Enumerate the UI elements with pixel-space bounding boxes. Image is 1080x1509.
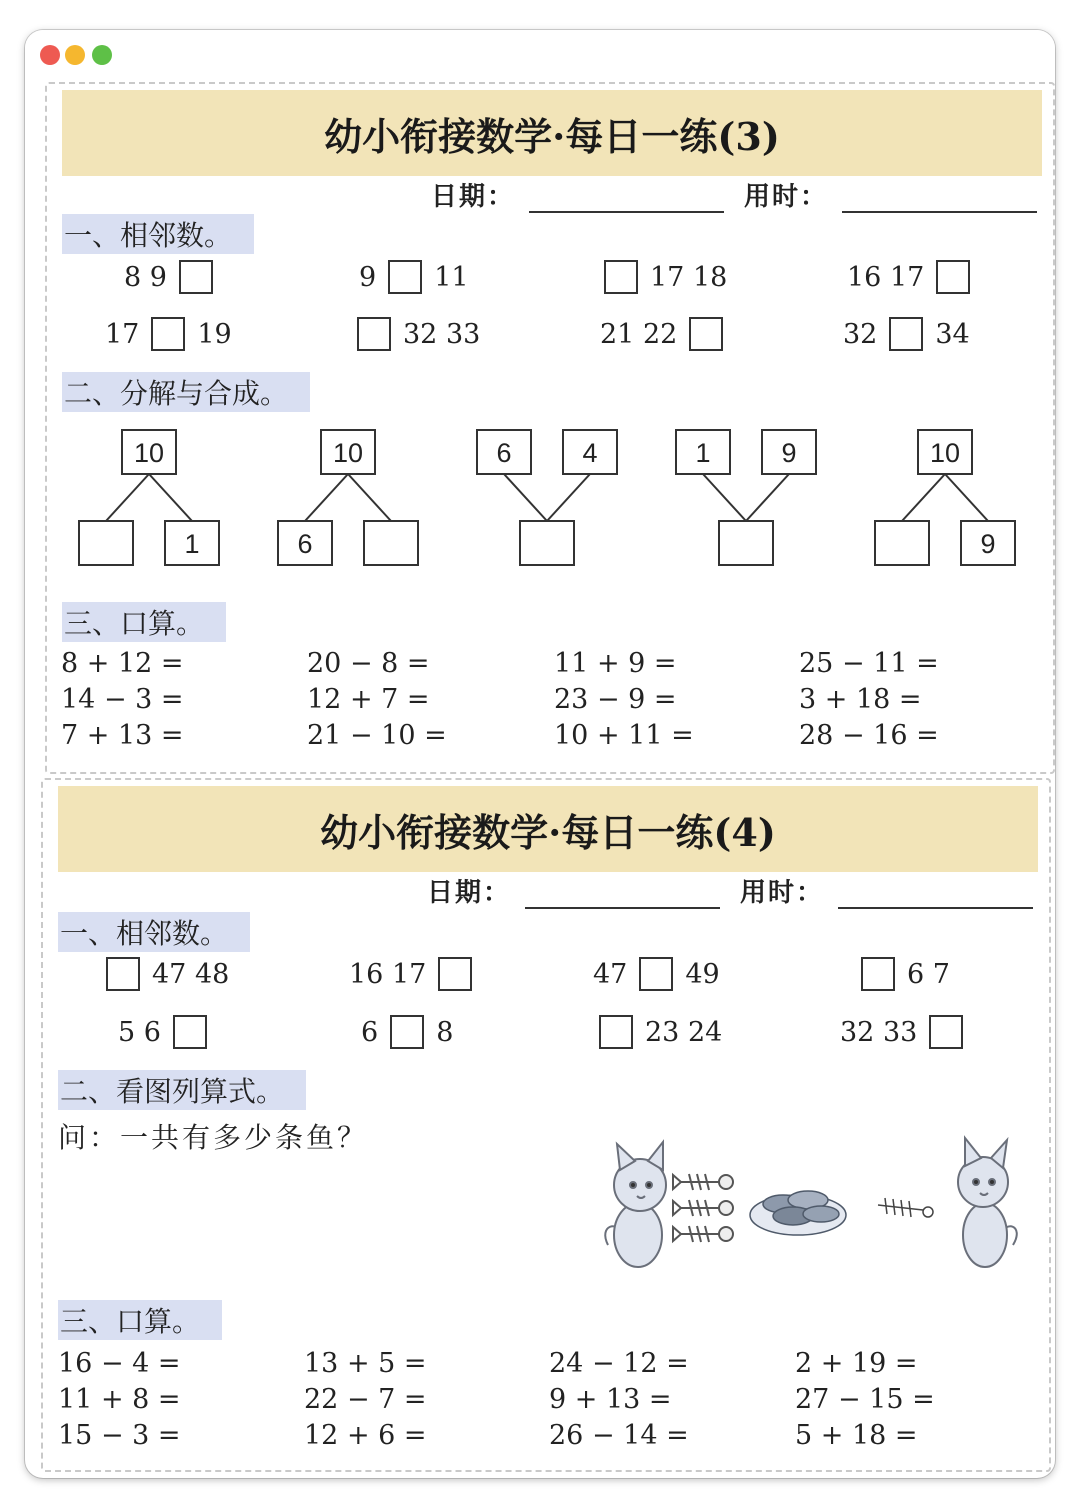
section-neighbors-heading: 一、相邻数。	[58, 912, 250, 952]
answer-box[interactable]	[364, 521, 418, 565]
answer-box[interactable]	[438, 957, 472, 991]
calc-problem: 20 − 8 =	[307, 648, 430, 679]
neighbor-number: 17	[105, 318, 140, 350]
neighbor-number: 34	[935, 318, 970, 350]
answer-box[interactable]	[390, 1015, 424, 1049]
number-label: 9	[980, 529, 996, 559]
calc-problem: 3 + 18 =	[799, 684, 922, 715]
cat-icon	[605, 1142, 666, 1267]
neighbor-number: 17 18	[650, 261, 728, 293]
answer-box[interactable]	[689, 317, 723, 351]
calc-problem: 11 + 9 =	[554, 648, 677, 679]
calc-problem: 21 − 10 =	[307, 720, 447, 751]
section-picture-equation-heading: 二、看图列算式。	[58, 1070, 306, 1110]
neighbor-item	[840, 1015, 963, 1049]
maximize-window-button[interactable]	[92, 45, 112, 65]
number-label: 6	[496, 438, 512, 468]
number-label: 10	[332, 438, 364, 468]
calc-problem: 10 + 11 =	[554, 720, 694, 751]
neighbor-item	[600, 317, 723, 351]
neighbor-item	[105, 317, 232, 351]
neighbor-number: 6 7	[907, 958, 950, 990]
answer-box[interactable]	[875, 521, 929, 565]
neighbor-number: 47	[593, 958, 628, 990]
neighbor-item	[106, 957, 229, 991]
answer-box[interactable]	[179, 260, 213, 294]
neighbor-number: 16 17	[847, 261, 925, 293]
calc-problem: 27 − 15 =	[795, 1384, 935, 1415]
neighbor-number: 32 33	[840, 1016, 918, 1048]
calc-problem: 13 + 5 =	[304, 1348, 427, 1379]
neighbor-item	[124, 260, 213, 294]
neighbor-number: 47 48	[152, 958, 230, 990]
title-bar	[25, 30, 1055, 80]
section-mental-math-heading: 三、口算。	[58, 1300, 222, 1340]
time-blank[interactable]	[842, 181, 1037, 213]
date-label: 日期：	[426, 878, 511, 908]
answer-box[interactable]	[388, 260, 422, 294]
number-label: 1	[184, 529, 200, 559]
neighbor-number: 49	[685, 958, 720, 990]
neighbor-item	[361, 1015, 453, 1049]
calc-problem: 15 − 3 =	[58, 1420, 181, 1451]
answer-box[interactable]	[889, 317, 923, 351]
date-time-line	[431, 176, 1037, 213]
section-decompose-heading: 二、分解与合成。	[62, 372, 310, 412]
cat-icon	[958, 1138, 1017, 1267]
neighbor-item	[843, 317, 970, 351]
neighbor-number: 8 9	[124, 261, 167, 293]
calc-problem: 23 − 9 =	[554, 684, 677, 715]
answer-box[interactable]	[936, 260, 970, 294]
calc-problem: 8 + 12 =	[61, 648, 184, 679]
answer-box[interactable]	[719, 521, 773, 565]
date-blank[interactable]	[529, 181, 724, 213]
answer-box[interactable]	[151, 317, 185, 351]
calc-problem: 28 − 16 =	[799, 720, 939, 751]
calc-problem: 7 + 13 =	[61, 720, 184, 751]
calc-problem: 22 − 7 =	[304, 1384, 427, 1415]
calc-problem: 16 − 4 =	[58, 1348, 181, 1379]
minimize-window-button[interactable]	[65, 45, 85, 65]
section-mental-math-heading: 三、口算。	[62, 602, 226, 642]
worksheet-title: 幼小衔接数学·每日一练(3)	[62, 90, 1042, 176]
time-label: 用时：	[739, 878, 824, 908]
neighbor-number: 32	[843, 318, 878, 350]
close-window-button[interactable]	[40, 45, 60, 65]
date-blank[interactable]	[525, 877, 720, 909]
calc-problem: 2 + 19 =	[795, 1348, 918, 1379]
calc-problem: 24 − 12 =	[549, 1348, 689, 1379]
neighbor-item	[604, 260, 727, 294]
calc-problem: 26 − 14 =	[549, 1420, 689, 1451]
fish-bone-icon	[673, 1174, 733, 1242]
number-label: 9	[781, 438, 797, 468]
answer-box[interactable]	[861, 957, 895, 991]
neighbor-item	[847, 260, 970, 294]
number-label: 10	[929, 438, 961, 468]
number-bond-diagrams	[47, 424, 1047, 584]
answer-box[interactable]	[79, 521, 133, 565]
neighbor-item	[359, 260, 469, 294]
number-label: 4	[582, 438, 598, 468]
calc-problem: 11 + 8 =	[58, 1384, 181, 1415]
calc-problem: 12 + 7 =	[307, 684, 430, 715]
answer-box[interactable]	[357, 317, 391, 351]
worksheet-4	[41, 778, 1051, 1472]
neighbor-item	[118, 1015, 207, 1049]
answer-box[interactable]	[604, 260, 638, 294]
neighbor-item	[599, 1015, 722, 1049]
neighbor-item	[593, 957, 720, 991]
neighbor-number: 21 22	[600, 318, 678, 350]
number-label: 6	[297, 529, 313, 559]
time-blank[interactable]	[838, 877, 1033, 909]
fish-plate-icon	[750, 1191, 846, 1235]
question-text: 问：一共有多少条鱼？	[58, 1121, 369, 1154]
answer-box[interactable]	[639, 957, 673, 991]
calc-problem: 14 − 3 =	[61, 684, 184, 715]
calc-problem: 25 − 11 =	[799, 648, 939, 679]
number-label: 10	[133, 438, 165, 468]
neighbor-item	[349, 957, 472, 991]
answer-box[interactable]	[520, 521, 574, 565]
date-label: 日期：	[430, 182, 515, 212]
cats-and-fish-illustration	[593, 1130, 1043, 1280]
neighbor-number: 6	[361, 1016, 379, 1048]
fish-bone-icon	[878, 1198, 933, 1217]
number-label: 1	[695, 438, 711, 468]
neighbor-number: 32 33	[403, 318, 481, 350]
app-window	[25, 30, 1055, 1478]
neighbor-number: 5 6	[118, 1016, 161, 1048]
worksheet-3	[45, 82, 1055, 774]
date-time-line	[427, 872, 1033, 909]
neighbor-number: 8	[436, 1016, 454, 1048]
neighbor-number: 9	[359, 261, 377, 293]
neighbor-number: 23 24	[645, 1016, 723, 1048]
section-neighbors-heading: 一、相邻数。	[62, 214, 254, 254]
calc-problem: 9 + 13 =	[549, 1384, 672, 1415]
neighbor-number: 16 17	[349, 958, 427, 990]
answer-box[interactable]	[173, 1015, 207, 1049]
neighbor-number: 11	[434, 261, 469, 293]
answer-box[interactable]	[106, 957, 140, 991]
calc-problem: 12 + 6 =	[304, 1420, 427, 1451]
answer-box[interactable]	[929, 1015, 963, 1049]
answer-box[interactable]	[599, 1015, 633, 1049]
neighbor-item	[357, 317, 480, 351]
time-label: 用时：	[743, 182, 828, 212]
neighbor-item	[861, 957, 950, 991]
calc-problem: 5 + 18 =	[795, 1420, 918, 1451]
worksheet-title: 幼小衔接数学·每日一练(4)	[58, 786, 1038, 872]
neighbor-number: 19	[197, 318, 232, 350]
